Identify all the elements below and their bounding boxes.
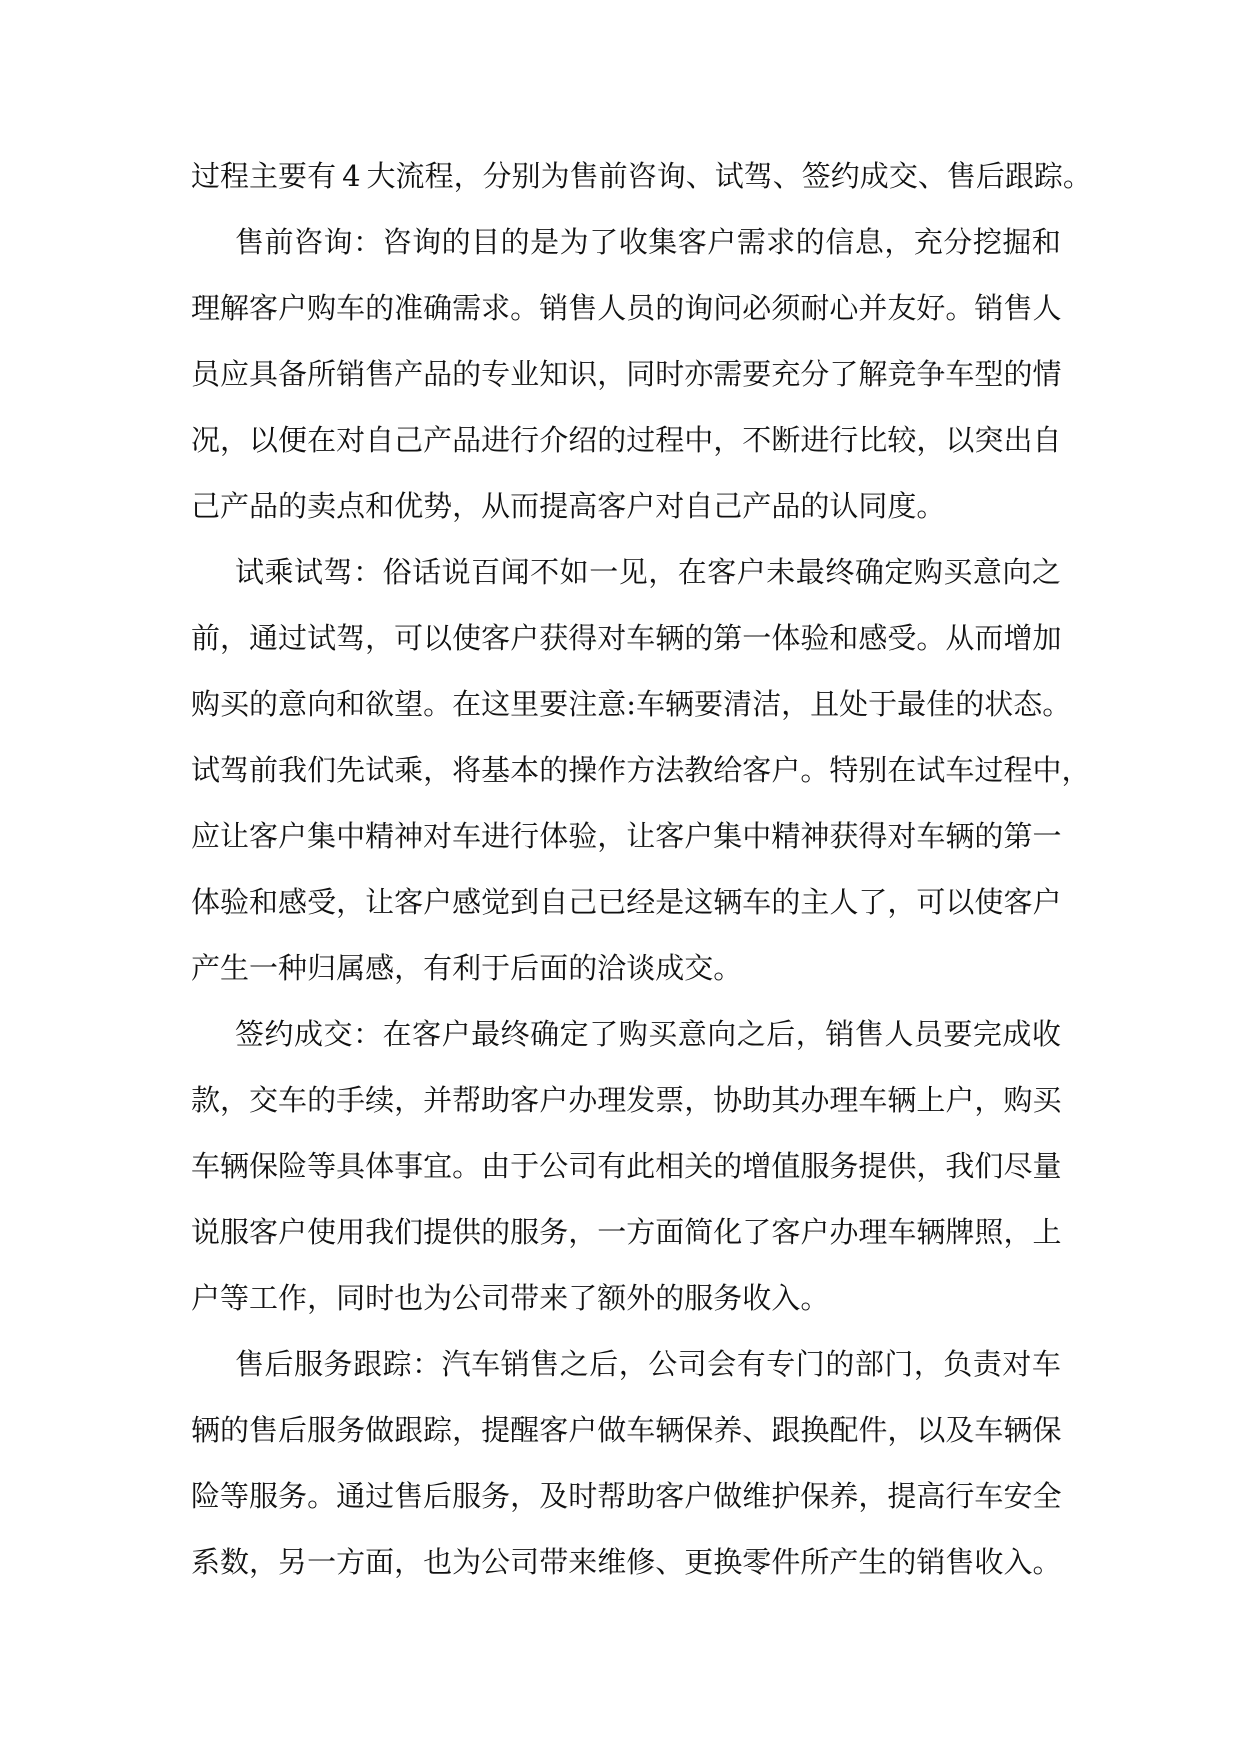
text-line: 售 后 服 务 跟 踪 ： 汽 车 销 售 之 后 ， 公 司 会 有 专 门 的 部 门 ， 负 责 对 车 [235, 1347, 1061, 1381]
text-line: 说 服 客 户 使 用 我 们 提 供 的 服 务 ， 一 方 面 简 化 了 客 户 办 理 车 辆 牌 照 ， 上 [191, 1215, 1062, 1249]
text-line: 险 等 服 务 。 通 过 售 后 服 务 ， 及 时 帮 助 客 户 做 维 护 保 养 ， 提 高 行 车 安 全 [191, 1479, 1062, 1513]
text-line: 员 应 具 备 所 销 售 产 品 的 专 业 知 识 ， 同 时 亦 需 要 充 分 了 解 竞 争 车 型 的 情 [191, 357, 1062, 391]
text-line: 辆 的 售 后 服 务 做 跟 踪 ， 提 醒 客 户 做 车 辆 保 养 、 跟 换 配 件 ， 以 及 车 辆 保 [191, 1413, 1062, 1447]
text-line: 购 买 的 意 向 和 欲 望 。 在 这 里 要 注 意 : 车 辆 要 清 洁 ， 且 处 于 最 佳 的 状 态 。 [191, 687, 1072, 721]
text-line: 户 等 工 作 ， 同 时 也 为 公 司 带 来 了 额 外 的 服 务 收 入 。 [191, 1281, 830, 1315]
text-line: 售 前 咨 询 ： 咨 询 的 目 的 是 为 了 收 集 客 户 需 求 的 信 息 ， 充 分 挖 掘 和 [235, 225, 1061, 259]
text-line: 试 乘 试 驾 ： 俗 话 说 百 闻 不 如 一 见 ， 在 客 户 未 最 终 确 定 购 买 意 向 之 [235, 555, 1061, 589]
text-line: 签 约 成 交 ： 在 客 户 最 终 确 定 了 购 买 意 向 之 后 ， 销 售 人 员 要 完 成 收 [235, 1017, 1061, 1051]
document-body [191, 158, 1092, 1610]
text-line: 试 驾 前 我 们 先 试 乘 ， 将 基 本 的 操 作 方 法 教 给 客 户 。 特 别 在 试 车 过 程 中 ， [191, 753, 1091, 787]
text-line: 系 数 ， 另 一 方 面 ， 也 为 公 司 带 来 维 修 、 更 换 零 件 所 产 生 的 销 售 收 入 。 [191, 1545, 1062, 1579]
text-line: 理 解 客 户 购 车 的 准 确 需 求 。 销 售 人 员 的 询 问 必 须 耐 心 并 友 好 。 销 售 人 [191, 291, 1062, 325]
text-line: 产 生 一 种 归 属 感 ， 有 利 于 后 面 的 洽 谈 成 交 。 [191, 951, 743, 985]
text-line: 况 ， 以 便 在 对 自 己 产 品 进 行 介 绍 的 过 程 中 ， 不 断 进 行 比 较 ， 以 突 出 自 [191, 423, 1062, 457]
text-line: 款 ， 交 车 的 手 续 ， 并 帮 助 客 户 办 理 发 票 ， 协 助 其 办 理 车 辆 上 户 ， 购 买 [191, 1083, 1062, 1117]
text-line: 己 产 品 的 卖 点 和 优 势 ， 从 而 提 高 客 户 对 自 己 产 品 的 认 同 度 。 [191, 489, 946, 523]
text-line: 过 程 主 要 有 4 大 流 程 ， 分 别 为 售 前 咨 询 、 试 驾 、 签 约 成 交 、 售 后 跟 踪 。 [191, 159, 1092, 193]
text-line: 体 验 和 感 受 ， 让 客 户 感 觉 到 自 己 已 经 是 这 辆 车 的 主 人 了 ， 可 以 使 客 户 [191, 885, 1062, 919]
text-line: 前 ， 通 过 试 驾 ， 可 以 使 客 户 获 得 对 车 辆 的 第 一 体 验 和 感 受 。 从 而 增 加 [191, 621, 1062, 655]
text-line: 应 让 客 户 集 中 精 神 对 车 进 行 体 验 ， 让 客 户 集 中 精 神 获 得 对 车 辆 的 第 一 [191, 819, 1062, 853]
text-line: 车 辆 保 险 等 具 体 事 宜 。 由 于 公 司 有 此 相 关 的 增 值 服 务 提 供 ， 我 们 尽 量 [191, 1149, 1062, 1183]
